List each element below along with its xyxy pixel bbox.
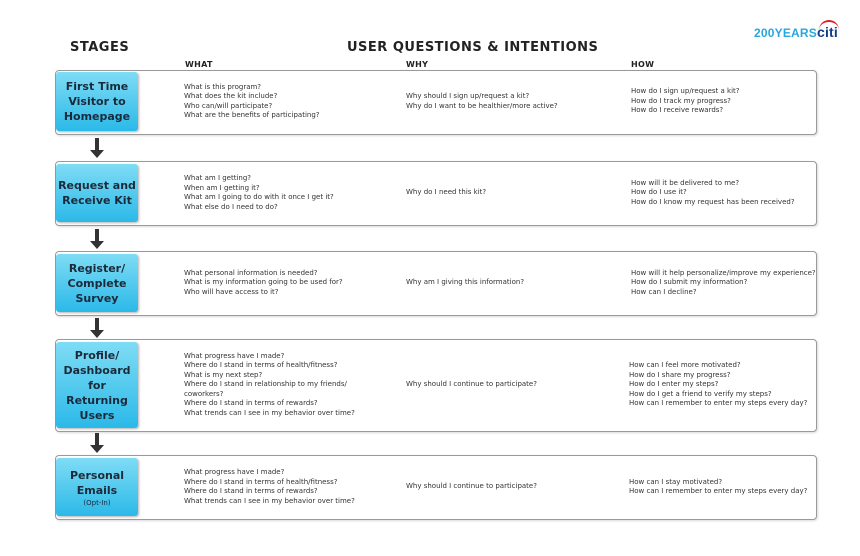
what-line: What is my next step? [184, 370, 263, 379]
stage-label: First Time Visitor to Homepage [63, 80, 131, 123]
how-line: How do I receive rewards? [631, 106, 724, 115]
what-line: What are the benefits of participating? [184, 111, 320, 119]
what-line: What am I getting? [184, 174, 252, 182]
stage-label: Profile/ Dashboard for Returning Users [63, 348, 131, 422]
citi-logo [754, 24, 838, 40]
how-line: How will it be delivered to me? [631, 178, 740, 187]
how-line: How do I enter my steps? [629, 380, 719, 389]
how-cell [629, 342, 807, 428]
how-line: How do I use it? [631, 188, 687, 197]
logo-citi: citi [817, 24, 838, 40]
what-cell [184, 254, 343, 312]
what-line: Who can/will participate? [184, 101, 273, 110]
stage-box [56, 458, 138, 516]
what-line: What else do I need to do? [184, 202, 278, 211]
how-cell [631, 164, 795, 222]
why-cell [406, 164, 486, 222]
how-line: How do I sign up/request a kit? [631, 87, 740, 96]
why-cell [406, 72, 558, 131]
how-cell [631, 72, 739, 131]
stage-box [56, 72, 138, 131]
stages-title: STAGES [70, 40, 130, 55]
what-line: Where do I stand in relationship to my friends/ [184, 380, 347, 389]
how-cell [631, 254, 816, 312]
how-cell [629, 458, 807, 516]
why-line: Why should I sign up/request a kit? [406, 92, 530, 100]
what-line: What trends can I see in my behavior over time? [184, 496, 355, 505]
how-line: How can I stay motivated? [629, 477, 723, 486]
down-arrow-icon [90, 318, 104, 338]
how-line: How do I submit my information? [631, 278, 748, 287]
column-header-how: HOW [631, 60, 655, 69]
what-line: What progress have I made? [184, 468, 285, 476]
why-line: Why do I want to be healthier/more active? [406, 101, 558, 110]
how-line: How do I know my request has been received? [631, 197, 795, 206]
how-line: How can I remember to enter my steps every day? [629, 487, 808, 495]
column-header-why: WHY [406, 60, 429, 69]
what-line: Where do I stand in terms of health/fitness? [184, 477, 338, 486]
down-arrow-icon [90, 229, 104, 249]
what-line: Where do I stand in terms of rewards? [184, 487, 318, 495]
how-line: How can I remember to enter my steps every day? [629, 399, 808, 408]
stage-label: Personal Emails [69, 468, 125, 497]
why-cell [406, 342, 537, 428]
what-line: coworkers? [184, 389, 224, 398]
citi-arc-icon [819, 20, 839, 30]
what-line: What does the kit include? [184, 92, 278, 100]
what-line: What is this program? [184, 82, 262, 91]
how-line: How do I track my progress? [631, 96, 731, 105]
stage-box [56, 254, 138, 312]
what-cell [184, 164, 334, 222]
why-line: Why am I giving this information? [406, 278, 525, 287]
what-line: Who will have access to it? [184, 287, 279, 296]
why-line: Why should I continue to participate? [406, 380, 537, 389]
stage-sublabel: (Opt-In) [83, 498, 111, 507]
stage-label: Register/ Complete Survey [67, 261, 127, 305]
what-line: Where do I stand in terms of health/fitness? [184, 361, 338, 370]
what-cell [184, 72, 319, 131]
why-cell [406, 458, 537, 516]
logo-years: 200YEARS [754, 26, 817, 40]
stage-label: Request and Receive Kit [58, 179, 136, 207]
down-arrow-icon [90, 138, 104, 158]
stage-box [56, 342, 138, 428]
what-line: Where do I stand in terms of rewards? [184, 399, 318, 408]
what-line: When am I getting it? [184, 183, 260, 192]
how-line: How do I share my progress? [629, 370, 731, 379]
why-cell [406, 254, 524, 312]
what-cell [184, 342, 355, 428]
how-line: How will it help personalize/improve my experience? [631, 268, 816, 277]
column-header-what: WHAT [185, 60, 213, 69]
what-line: What personal information is needed? [184, 268, 318, 277]
down-arrow-icon [90, 433, 104, 453]
why-line: Why should I continue to participate? [406, 482, 537, 491]
how-line: How can I decline? [631, 287, 697, 296]
what-line: What is my information going to be used for? [184, 278, 343, 287]
main-title: USER QUESTIONS & INTENTIONS [347, 40, 599, 55]
what-line: What progress have I made? [184, 351, 285, 360]
how-line: How can I feel more motivated? [629, 361, 741, 370]
how-line: How do I get a friend to verify my steps? [629, 389, 772, 398]
stage-box [56, 164, 138, 222]
what-line: What trends can I see in my behavior over time? [184, 408, 355, 417]
why-line: Why do I need this kit? [406, 188, 487, 197]
what-cell [184, 458, 355, 516]
what-line: What am I going to do with it once I get it? [184, 193, 334, 201]
